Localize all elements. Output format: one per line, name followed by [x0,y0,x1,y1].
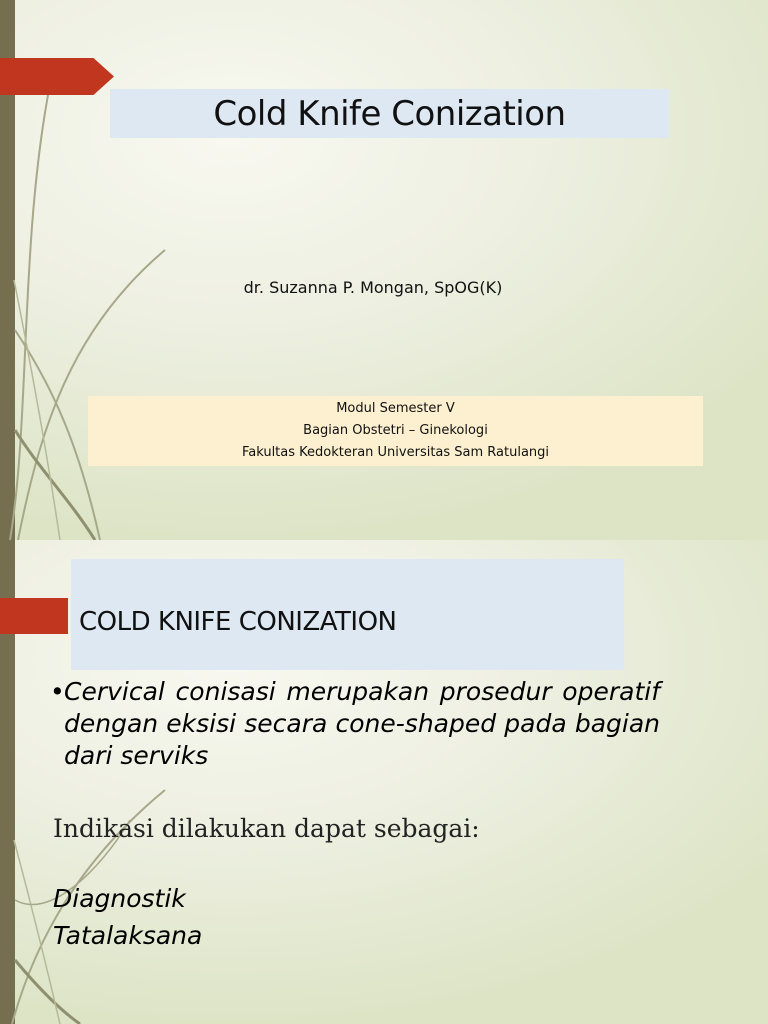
bullet-item [50,676,660,772]
module-line: Modul Semester V [336,401,455,416]
accent-bar [0,598,68,634]
slide-2 [0,540,768,1024]
slide-title: COLD KNIFE CONIZATION [79,607,397,637]
module-info-box [88,396,703,466]
list-item-diagnostik: Diagnostik [53,884,186,913]
author-name: dr. Suzanna P. Mongan, SpOG(K) [243,278,503,297]
slide-title: Cold Knife Conization [213,93,566,134]
list-item-tatalaksana: Tatalaksana [53,921,203,950]
title-box [110,89,669,138]
bullet-text: Cervical conisasi merupakan prosedur operatif dengan eksisi secara cone-shaped pada bagian dari serviks [64,677,660,770]
faculty-line: Fakultas Kedokteran Universitas Sam Ratulangi [241,445,550,460]
title-box [71,559,624,670]
department-line: Bagian Obstetri – Ginekologi [303,423,488,438]
accent-arrow [0,58,114,95]
bullet-icon: • [50,677,65,706]
indikasi-label: Indikasi dilakukan dapat sebagai: [53,814,480,843]
